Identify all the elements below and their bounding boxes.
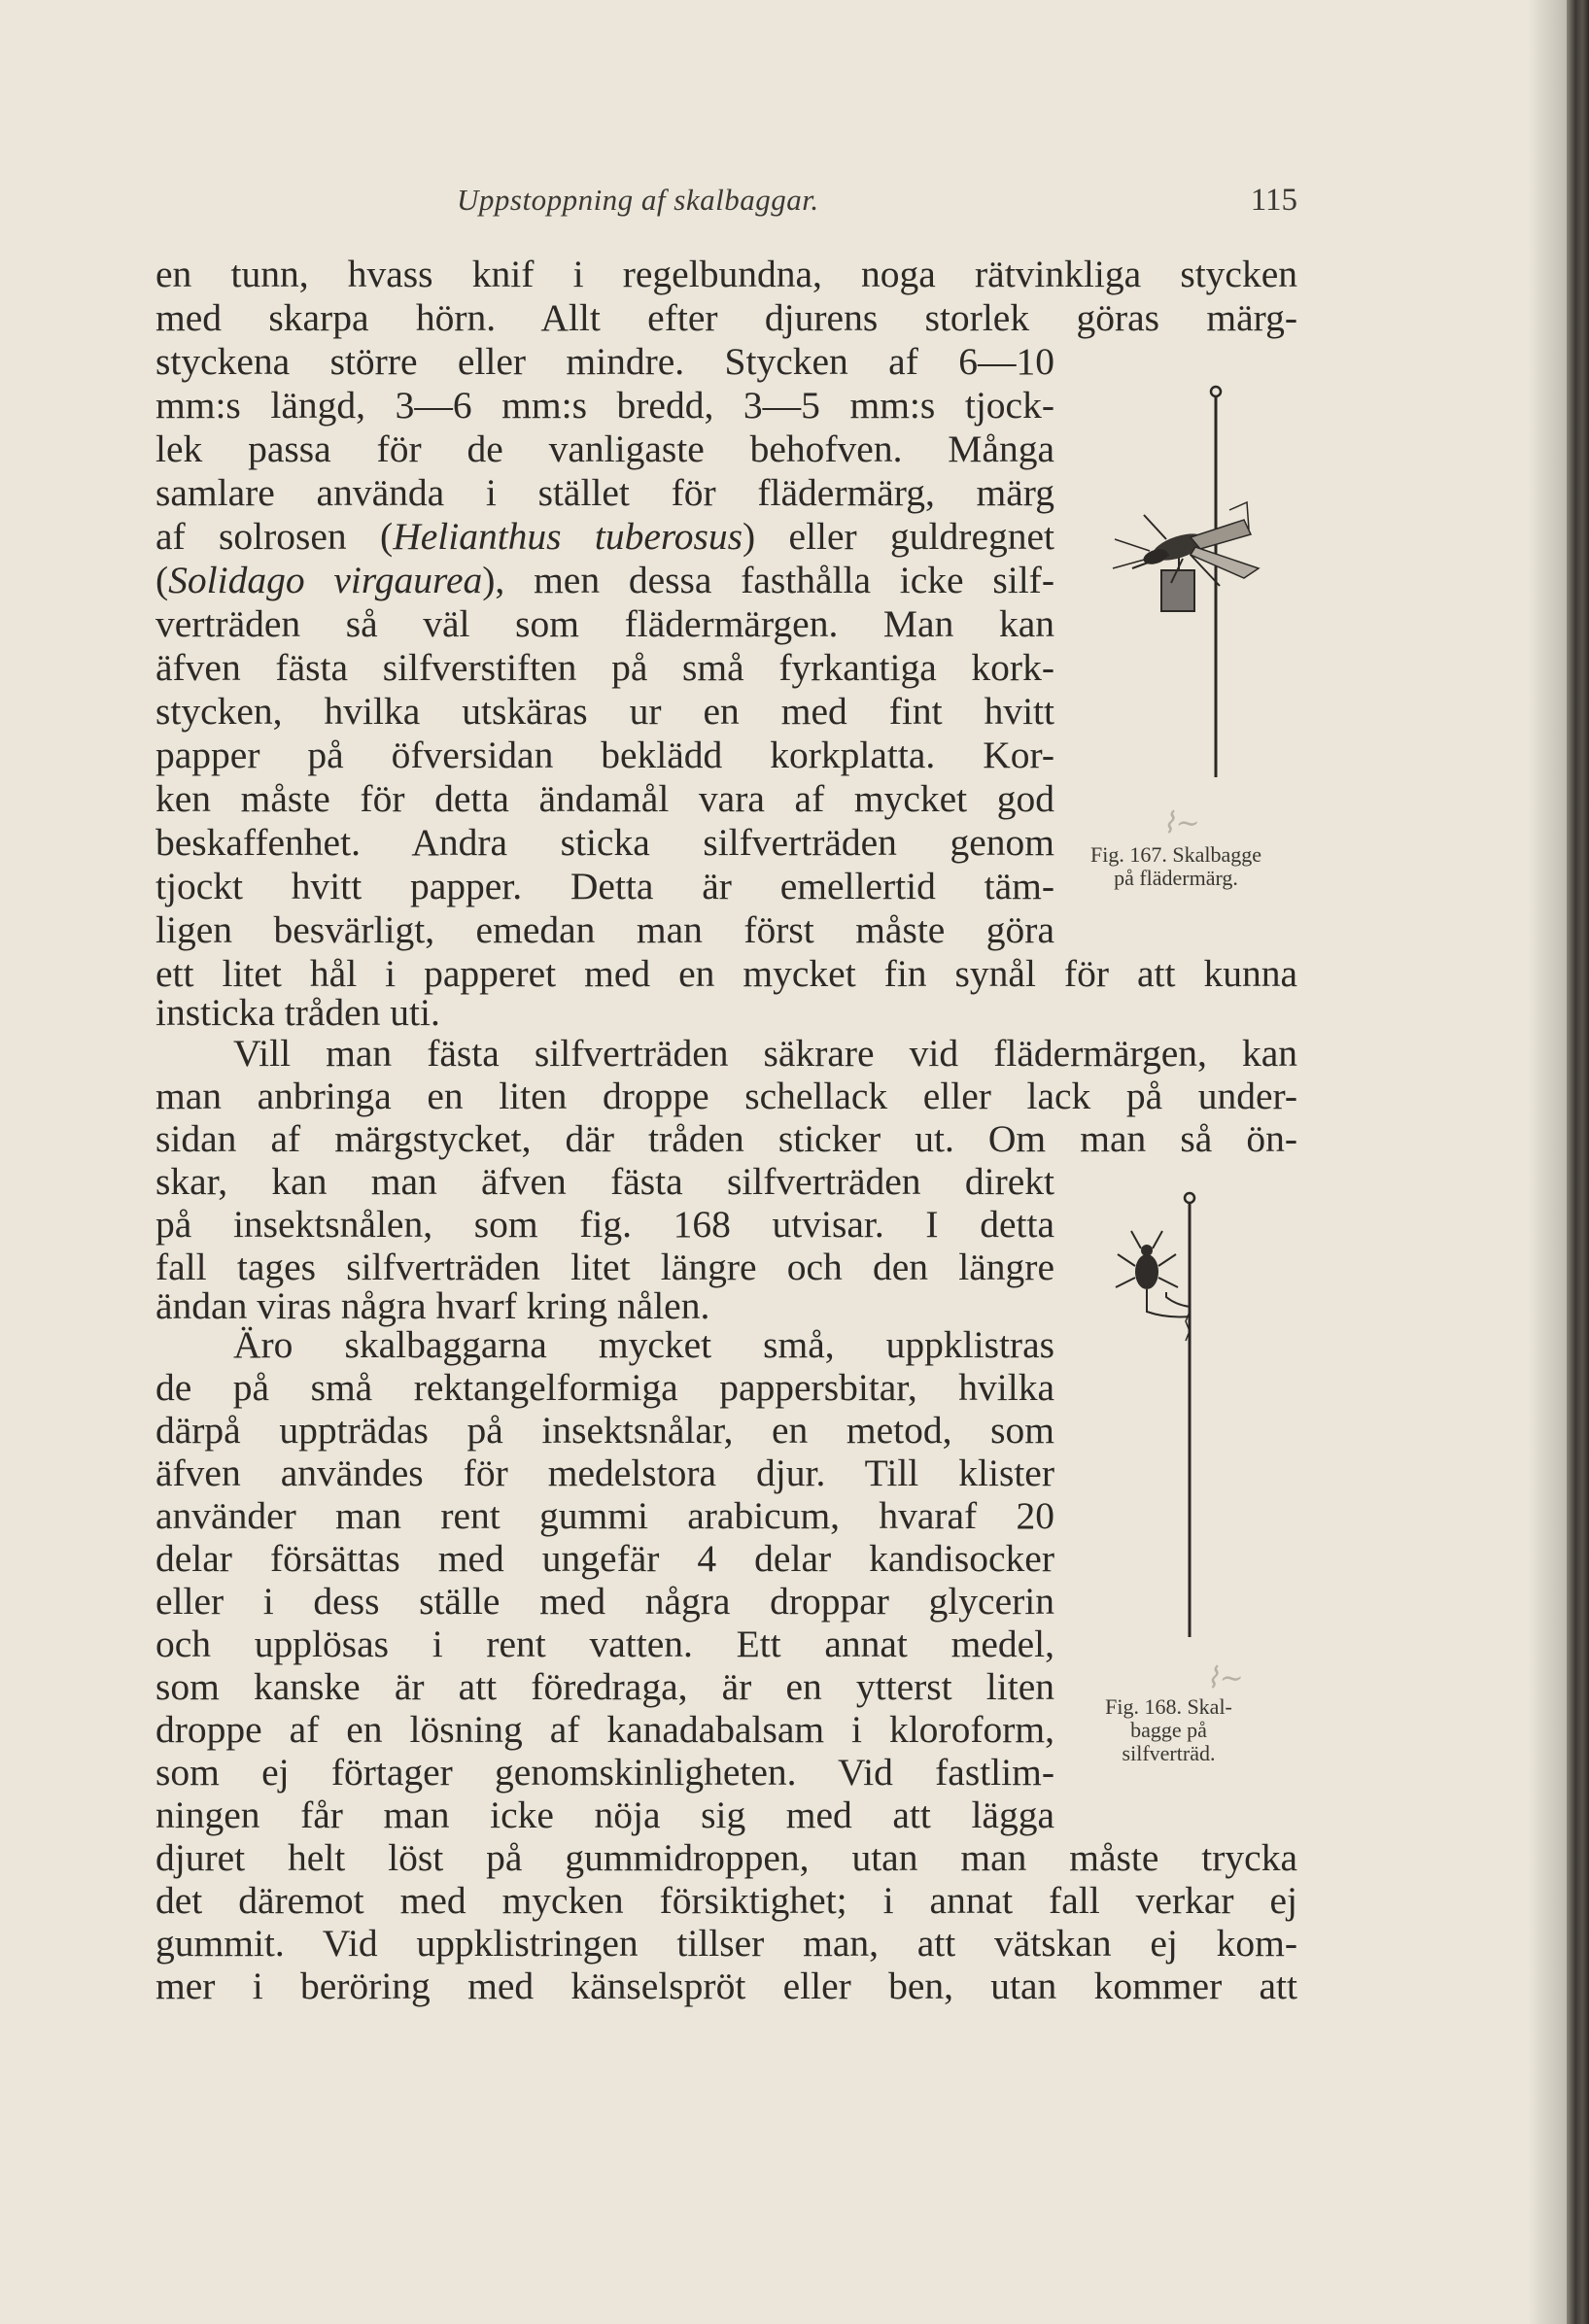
beetle-on-pith-illustration-icon — [1074, 384, 1293, 792]
text-line: ligen besvärligt, emedan man först måste göra — [155, 908, 1054, 951]
text-line: ändan viras några hvarf kring nålen. — [155, 1284, 710, 1327]
text-line: Vill man fästa silfverträden säkrare vid flädermärgen, kan — [233, 1032, 1297, 1075]
text-line: använder man rent gummi arabicum, hvaraf 20 — [155, 1494, 1054, 1537]
text-line: äfven användes för medelstora djur. Till klister — [155, 1452, 1054, 1494]
caption-line: silfverträd. — [1122, 1741, 1216, 1765]
caption-line: på flädermärg. — [1114, 866, 1238, 890]
text-line: tjockt hvitt papper. Detta är emellertid täm- — [155, 865, 1054, 907]
text-line — [155, 559, 1054, 601]
text-line: skar, kan man äfven fästa silfverträden direkt — [155, 1160, 1054, 1203]
text-line: därpå uppträdas på insektsnålar, en metod, som — [155, 1409, 1054, 1452]
caption-line: Fig. 167. Skalbagge — [1090, 842, 1261, 867]
caption-line: bagge på — [1130, 1718, 1207, 1742]
text-line: styckena större eller mindre. Stycken af 6—10 — [155, 340, 1054, 383]
text-line: verträden så väl som flädermärgen. Man kan — [155, 602, 1054, 645]
text-line: insticka tråden uti. — [155, 991, 440, 1034]
text-line: fall tages silfverträden litet längre och den längre — [155, 1246, 1054, 1288]
text-line — [155, 515, 1054, 558]
text-line: Äro skalbaggarna mycket små, uppklistras — [233, 1323, 1054, 1366]
text-line: som ej förtager genomskinligheten. Vid fastlim- — [155, 1751, 1054, 1794]
text-line: delar försättas med ungefär 4 delar kandisocker — [155, 1537, 1054, 1580]
text-fragment: ), men dessa fasthålla icke silf- — [482, 559, 1054, 601]
text-line: man anbringa en liten droppe schellack eller lack på under- — [155, 1075, 1297, 1117]
text-line: det däremot med mycken försiktighet; i annat fall verkar ej — [155, 1879, 1297, 1922]
text-line: djuret helt löst på gummidroppen, utan man måste trycka — [155, 1836, 1297, 1879]
text-line: en tunn, hvass knif i regelbundna, noga rätvinkliga stycken — [155, 253, 1297, 295]
text-line: sidan af märgstycket, där tråden sticker ut. Om man så ön- — [155, 1117, 1297, 1160]
text-line: äfven fästa silfverstiften på små fyrkantiga kork- — [155, 646, 1054, 689]
figure-caption — [1059, 1695, 1278, 1765]
page-number: 115 — [1250, 183, 1297, 218]
book-spine-gutter — [1567, 0, 1589, 2324]
text-fragment: ) eller guldregnet — [743, 515, 1054, 558]
latin-name: Solidago virgaurea — [168, 559, 483, 601]
text-line: eller i dess ställe med några droppar glycerin — [155, 1580, 1054, 1623]
caption-line: Fig. 168. Skal- — [1105, 1694, 1232, 1719]
text-line: de på små rektangelformiga pappersbitar, hvilka — [155, 1366, 1054, 1409]
pencil-mark-icon: ⌇∼ — [1205, 1661, 1244, 1695]
text-line: papper på öfversidan beklädd korkplatta. Kor- — [155, 734, 1054, 776]
text-line: ett litet hål i papperet med en mycket fin synål för att kunna — [155, 952, 1297, 995]
text-line: ken måste för detta ändamål vara af mycket god — [155, 777, 1054, 820]
text-line: stycken, hvilka utskäras ur en med fint hvitt — [155, 690, 1054, 733]
page-edge-shadow — [1528, 0, 1567, 2324]
figure-caption — [1054, 843, 1297, 890]
beetle-on-silver-wire-illustration-icon — [1108, 1190, 1215, 1647]
text-fragment: ( — [155, 559, 169, 601]
text-fragment: af solrosen ( — [155, 515, 394, 558]
text-line: lek passa för de vanligaste behofven. Många — [155, 427, 1054, 470]
text-line: och upplösas i rent vatten. Ett annat medel, — [155, 1623, 1054, 1665]
running-title: Uppstoppning af skalbaggar. — [457, 183, 819, 217]
text-line: ningen får man icke nöja sig med att lägga — [155, 1794, 1054, 1836]
text-line: gummit. Vid uppklistringen tillser man, att vätskan ej kom- — [155, 1922, 1297, 1965]
text-line: som kanske är att föredraga, är en ytterst liten — [155, 1665, 1054, 1708]
text-line: droppe af en lösning af kanadabalsam i kloroform, — [155, 1708, 1054, 1751]
text-line: mer i beröring med känselspröt eller ben, utan kommer att — [155, 1965, 1297, 2007]
text-line: beskaffenhet. Andra sticka silfverträden genom — [155, 821, 1054, 864]
text-line: med skarpa hörn. Allt efter djurens storlek göras märg- — [155, 296, 1297, 339]
page-header — [155, 183, 1297, 231]
text-line: samlare använda i stället för flädermärg, märg — [155, 471, 1054, 514]
pencil-mark-icon: ⌇∼ — [1161, 806, 1200, 840]
latin-name: Helianthus tuberosus — [393, 515, 743, 558]
text-line: mm:s längd, 3—6 mm:s bredd, 3—5 mm:s tjock- — [155, 384, 1054, 427]
text-line: på insektsnålen, som fig. 168 utvisar. I detta — [155, 1203, 1054, 1246]
